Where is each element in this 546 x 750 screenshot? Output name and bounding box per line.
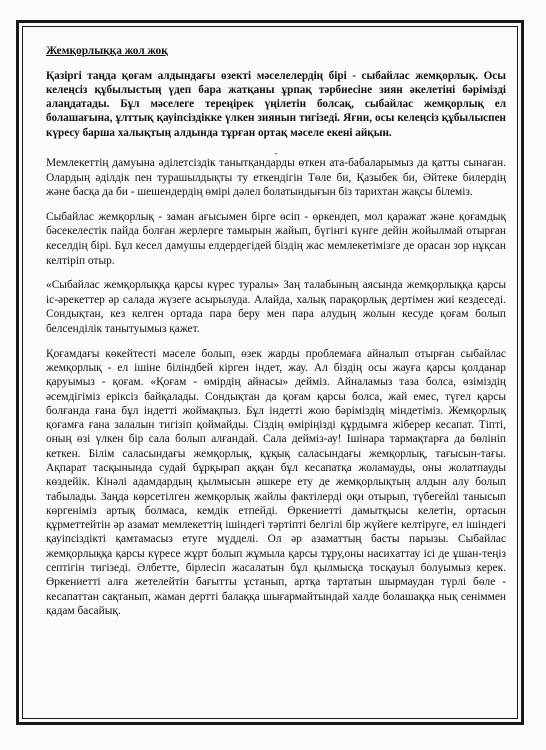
document-title: Жемқорлыққа жол жоқ [46, 45, 168, 57]
document-body [46, 44, 506, 628]
paragraph-1: Мемлекеттің дамуына әділетсіздік танытқандарды өткен ата-бабаларымыз да қатты сынаған. Олардың әділдік пен турашылдықты ту еткендігін Төле би, Қазыбек би, Әйтеке билердің және басқа да би - шешендердің өмірі дәлел болатындығын біз тарихтан жақсы білеміз. [46, 157, 506, 199]
lead-paragraph: Қазіргі таңда қоғам алдындағы өзекті мәселелердің бірі - сыбайлас жемқорлық. Осы келеңсіз құбылыстың үдеп бара жатқаны ұрпақ тәрбиесіне зиян әкелетіні бәрімізді алаңдатады. Бұл мәселеге тереңірек үңілетін болсақ, сыбайлас жемқорлық ел болашағына, ұлттық қауіпсіздікке үлкен зиянын тигізеді. Яғни, осы келеңсіз құбылыспен күресу барша халықтың алдында тұрған ортақ мәселе екені айқын. [46, 69, 506, 139]
separator-dash: - [274, 148, 278, 159]
paragraph-4: Қоғамдағы көкейтесті мәселе болып, өзек жарды проблемаға айналып отырған сыбайлас жемқорлық - ел ішіне біліндбей кірген індет, жау. Ал біздің осы жауға қарсы қолданар қаруымыз - қоғам. «Қоғам - өмірдің айнасы» дейміз. Айналамыз таза болса, өзіміздің әсемдігіміз еріксіз байқалады. Сондықтан да қоғам қарсы болса, жай емес, түгел қарсы болғанда ғана бұл індетті жоймақпыз. Бұл індетті жою бәрімiздің міндетіміз. Жемқорлық қоғамға ғана залалын тигізіп қоймайды. Сіздің өміріңізді құрдымға жіберер кесапат. Тіпті, оның өзі үлкен бір сала болып алғандай. Сала дейміз-ау! Ішінара тармақтарға да бөлініп кеткен. Білім саласындағы жемқорлық, құқық саласындағы жемқорлық, тағысын-тағы. Ақпарат тасқынында судай бұрқырап аққан бұл кесапатқа жоламауды, оны жолатпауды көздейік. Кінәлі адамдардың қылмысын әшкере ету де жемқорлықтың алдын алу болып табылады. Заңда көрсетілген жемқорлық жайлы фактілерді оқи отырып, түбегейлі танысып көргеніміз артық болмаса, кемдік етпейді. Өркениетті дамытқысы келетін, ортасын құрметтейтін әр азамат мемлекеттің ішіндегі тәртіпті белгілі бір жүйеге келтіруге, ел ішіндегі қауіпсіздікті қамтамасыз етуге мүдделі. Ол әр азаматтың басты парызы. Сыбайлас жемқорлыққа қарсы күресе жұрт болып жұмыла қарсы тұру,оны насихаттау ісі де ұшан-теңіз септігін тигізеді. Әлбетте, бірлесіп жасалатын бұл қылмысқа тосқауыл болуымыз керек. Өркениетті алға жетелейтін бағытты ұстанып, артқа тартатын шырмаудан түрлі бөле - кесапаттан сақтанып, жаман дертті балаққа шығармайтындай халде болашаққа нық сеніммен қадам басайық. [46, 347, 506, 617]
paragraph-3: «Сыбайлас жемқорлыққа қарсы күрес туралы» Заң талабының аясында жемқорлыққа қарсы іс-әрекеттер әр салада жүзеге асырылуда. Алайда, халық парақорлық дертімен жиі кездеседі. Сондықтан, кез келген ортада пара беру мен пара алудың жолын кесуде қоғам болып белсенділік танытуымыз қажет. [46, 279, 506, 336]
paragraph-2: Сыбайлас жемқорлық - заман ағысымен бірге өсіп - өркендеп, мол қаражат және қоғамдық бәсекелестік пайда болған жерлерге тамырын жайып, бүгінгі күнге дейін жойылмай отырған кеселдің бірі. Бұл кесел дамушы елдердегідей біздің жас мемлекетімізге де орасан зор нұқсан келтіріп отыр. [46, 210, 506, 267]
